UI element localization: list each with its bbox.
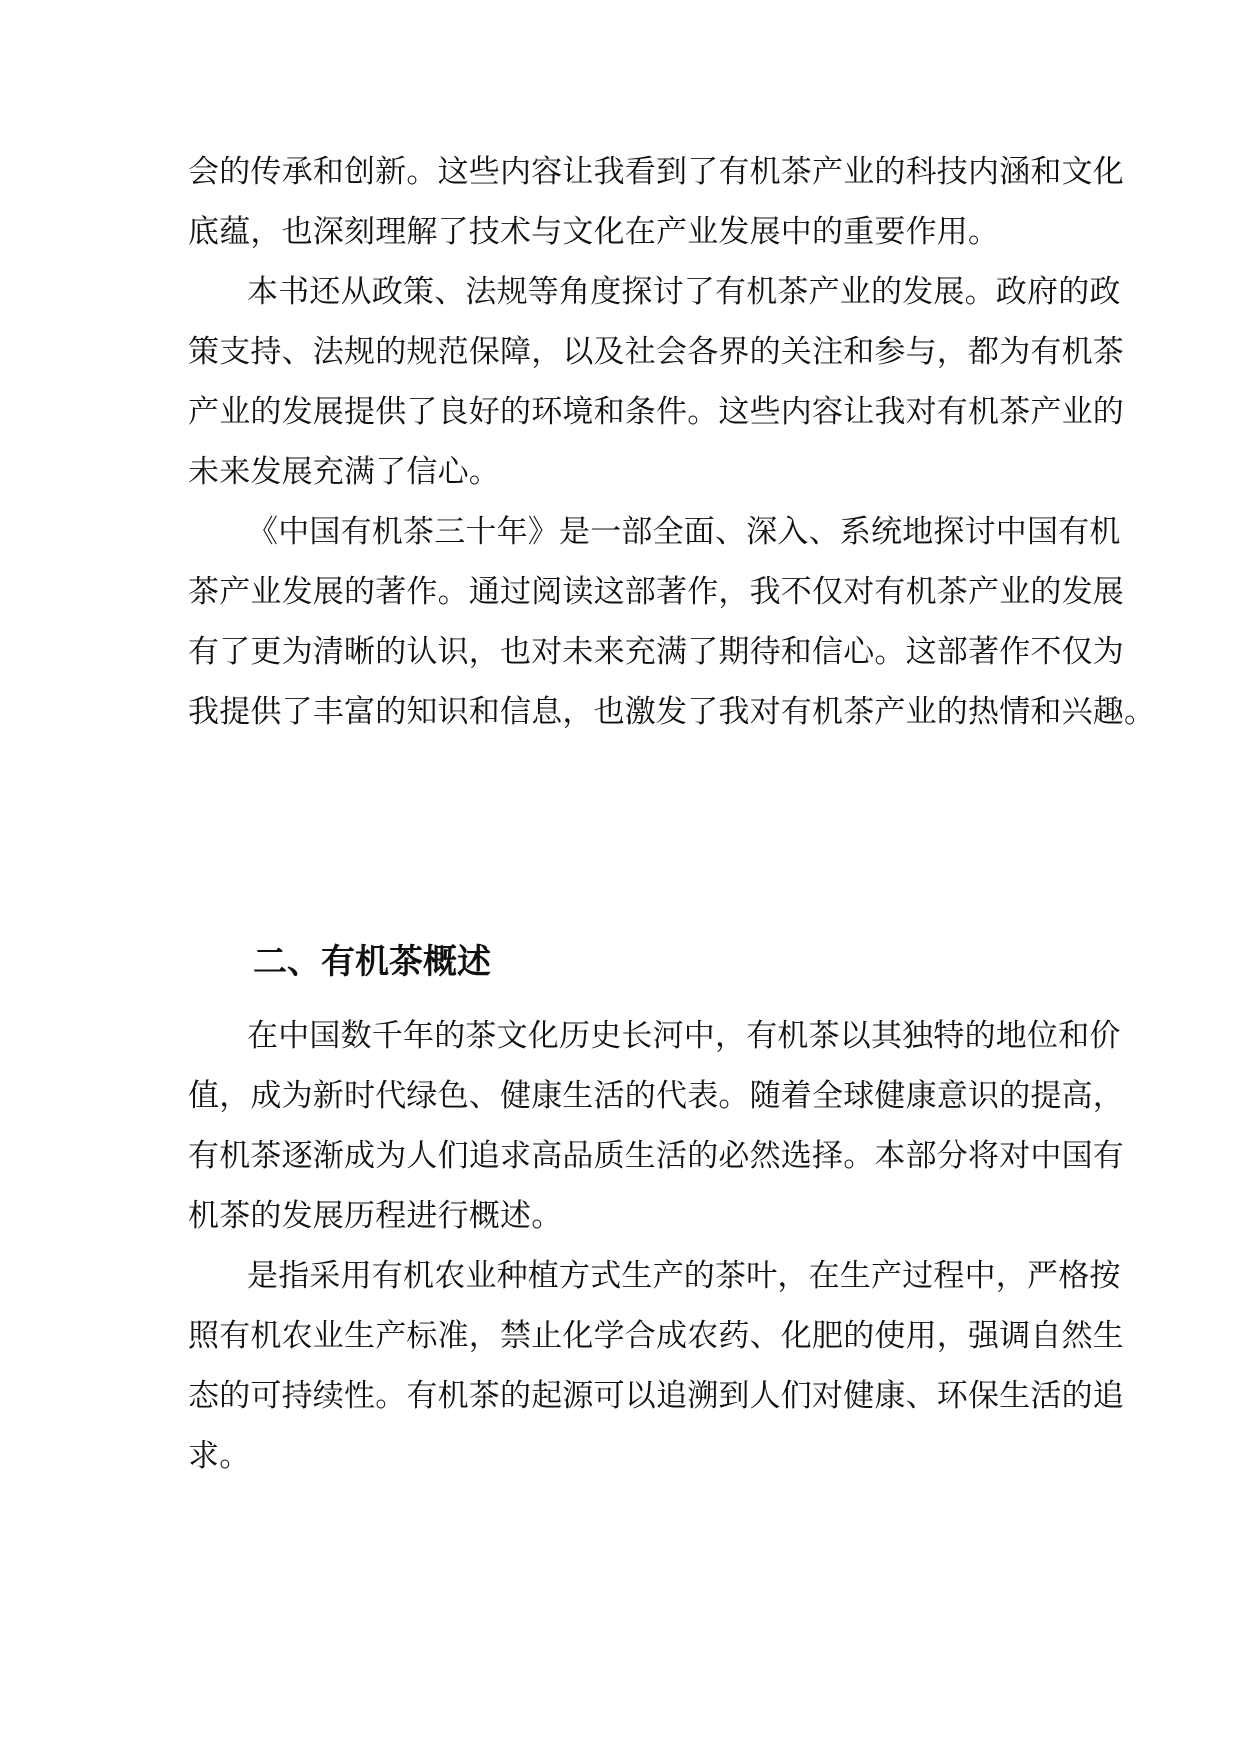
paragraph-line: 态的可持续性。有机茶的起源可以追溯到人们对健康、环保生活的追 [188, 1378, 1124, 1414]
section-heading: 二、有机茶概述 [253, 942, 491, 982]
paragraph-line: 策支持、法规的规范保障，以及社会各界的关注和参与，都为有机茶 [188, 334, 1124, 370]
paragraph-line: 本书还从政策、法规等角度探讨了有机茶产业的发展。政府的政 [247, 274, 1121, 310]
paragraph-line: 机茶的发展历程进行概述。 [188, 1198, 563, 1234]
paragraph-line: 是指采用有机农业种植方式生产的茶叶，在生产过程中，严格按 [247, 1258, 1121, 1294]
paragraph-line: 《中国有机茶三十年》是一部全面、深入、系统地探讨中国有机 [247, 514, 1121, 550]
paragraph-line: 求。 [188, 1438, 251, 1474]
paragraph-line: 在中国数千年的茶文化历史长河中，有机茶以其独特的地位和价 [247, 1018, 1121, 1054]
paragraph-line: 产业的发展提供了良好的环境和条件。这些内容让我对有机茶产业的 [188, 394, 1124, 430]
paragraph-line: 会的传承和创新。这些内容让我看到了有机茶产业的科技内涵和文化 [188, 154, 1124, 190]
paragraph-line: 有机茶逐渐成为人们追求高品质生活的必然选择。本部分将对中国有 [188, 1138, 1124, 1174]
paragraph-line: 照有机农业生产标准，禁止化学合成农药、化肥的使用，强调自然生 [188, 1318, 1124, 1354]
paragraph-line: 茶产业发展的著作。通过阅读这部著作，我不仅对有机茶产业的发展 [188, 574, 1124, 610]
paragraph-line: 未来发展充满了信心。 [188, 454, 500, 490]
paragraph-line: 底蕴，也深刻理解了技术与文化在产业发展中的重要作用。 [188, 214, 1000, 250]
paragraph-line: 值，成为新时代绿色、健康生活的代表。随着全球健康意识的提高， [188, 1078, 1124, 1114]
paragraph-line: 有了更为清晰的认识，也对未来充满了期待和信心。这部著作不仅为 [188, 634, 1124, 670]
paragraph-line: 我提供了丰富的知识和信息，也激发了我对有机茶产业的热情和兴趣。 [188, 694, 1156, 730]
